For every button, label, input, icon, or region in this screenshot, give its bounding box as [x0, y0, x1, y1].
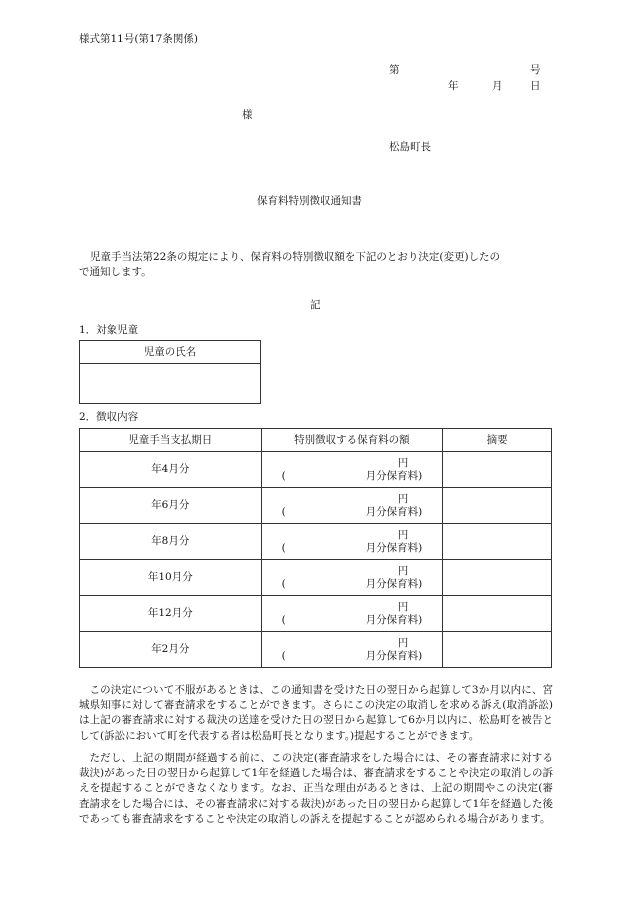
- yen-unit: 円: [397, 456, 409, 469]
- collection-row: [80, 560, 552, 596]
- addressee-suffix: 様: [242, 109, 253, 121]
- amount-cell: [261, 596, 443, 632]
- doc-number-prefix: 第: [389, 64, 400, 76]
- paren-open: (: [281, 541, 286, 554]
- amount-cell: [261, 560, 443, 596]
- collection-row: [80, 452, 552, 488]
- date-year: 年: [448, 80, 459, 92]
- header-remarks: 摘要: [443, 429, 552, 452]
- remarks-cell: [443, 632, 552, 668]
- issuer: 松島町長: [389, 141, 431, 153]
- intro-line-1: 児童手当法第22条の規定により、保育料の特別徴収額を下記のとおり決定(変更)したの: [90, 251, 501, 263]
- month-fee-label: 月分保育料): [365, 577, 423, 590]
- remarks-cell: [443, 524, 552, 560]
- yen-unit: 円: [397, 600, 409, 613]
- month-fee-label: 月分保育料): [365, 613, 423, 626]
- remarks-cell: [443, 488, 552, 524]
- paren-open: (: [281, 577, 286, 590]
- header-payment-date: 児童手当支払期日: [80, 429, 262, 452]
- amount-cell: [261, 488, 443, 524]
- yen-unit: 円: [397, 528, 409, 541]
- remarks-cell: [443, 560, 552, 596]
- month-fee-label: 月分保育料): [365, 541, 423, 554]
- payment-period: 年2月分: [80, 632, 262, 668]
- header-amount: 特別徴収する保育料の額: [261, 429, 443, 452]
- notice-paragraph-1: この決定について不服があるときは、この通知書を受けた日の翌日から起算して3か月以内に、宮城県知事に対して審査請求をすることができます。さらにこの決定の取消しを求める訴え(取消訴訟)は上記の審査請求に対する裁決の送達を受けた日の翌日から起算して6か月以内に、松島町を被告として(訴訟において町を代表する者は松島町長となります。)提起することができます。: [79, 684, 553, 742]
- collection-row: [80, 632, 552, 668]
- section-2-label: 2．徴収内容: [79, 411, 139, 423]
- date-month: 月: [492, 80, 503, 92]
- notice-paragraph-2: ただし、上記の期間が経過する前に、この決定(審査請求をした場合には、その審査請求に対する裁決)があった日の翌日から起算して1年を経過した場合は、審査請求をすることや決定の取消しの訴えを提起することができなくなります。なお、正当な理由があるときは、上記の期間やこの決定(審査請求をした場合には、その審査請求に対する裁決)があった日の翌日から起算して1年を経過した後であっても審査請求をすることや決定の取消しの訴えを提起することが認められる場合があります。: [79, 752, 553, 825]
- yen-unit: 円: [397, 564, 409, 577]
- paren-open: (: [281, 469, 286, 482]
- amount-cell: [261, 452, 443, 488]
- amount-cell: [261, 524, 443, 560]
- form-number: 様式第11号(第17条関係): [79, 33, 198, 45]
- month-fee-label: 月分保育料): [365, 505, 423, 518]
- yen-unit: 円: [397, 492, 409, 505]
- amount-cell: [261, 632, 443, 668]
- month-fee-label: 月分保育料): [365, 649, 423, 662]
- payment-period: 年12月分: [80, 596, 262, 632]
- remarks-cell: [443, 452, 552, 488]
- ki-heading: 記: [310, 299, 321, 311]
- collection-row: [80, 524, 552, 560]
- document-title: 保育料特別徴収通知書: [257, 195, 362, 207]
- payment-period: 年4月分: [80, 452, 262, 488]
- remarks-cell: [443, 596, 552, 632]
- month-fee-label: 月分保育料): [365, 469, 423, 482]
- payment-period: 年8月分: [80, 524, 262, 560]
- target-child-table: [79, 340, 261, 404]
- paren-open: (: [281, 505, 286, 518]
- paren-open: (: [281, 649, 286, 662]
- payment-period: 年10月分: [80, 560, 262, 596]
- yen-unit: 円: [397, 636, 409, 649]
- doc-number-suffix: 号: [530, 64, 541, 76]
- payment-period: 年6月分: [80, 488, 262, 524]
- child-name-cell: [80, 364, 261, 404]
- paren-open: (: [281, 613, 286, 626]
- collection-row: [80, 596, 552, 632]
- intro-line-2: で通知します。: [79, 266, 152, 278]
- date-day: 日: [530, 80, 541, 92]
- collection-row: [80, 488, 552, 524]
- child-name-header: 児童の氏名: [80, 341, 261, 364]
- collection-table: [79, 428, 552, 668]
- section-1-label: 1．対象児童: [79, 324, 139, 336]
